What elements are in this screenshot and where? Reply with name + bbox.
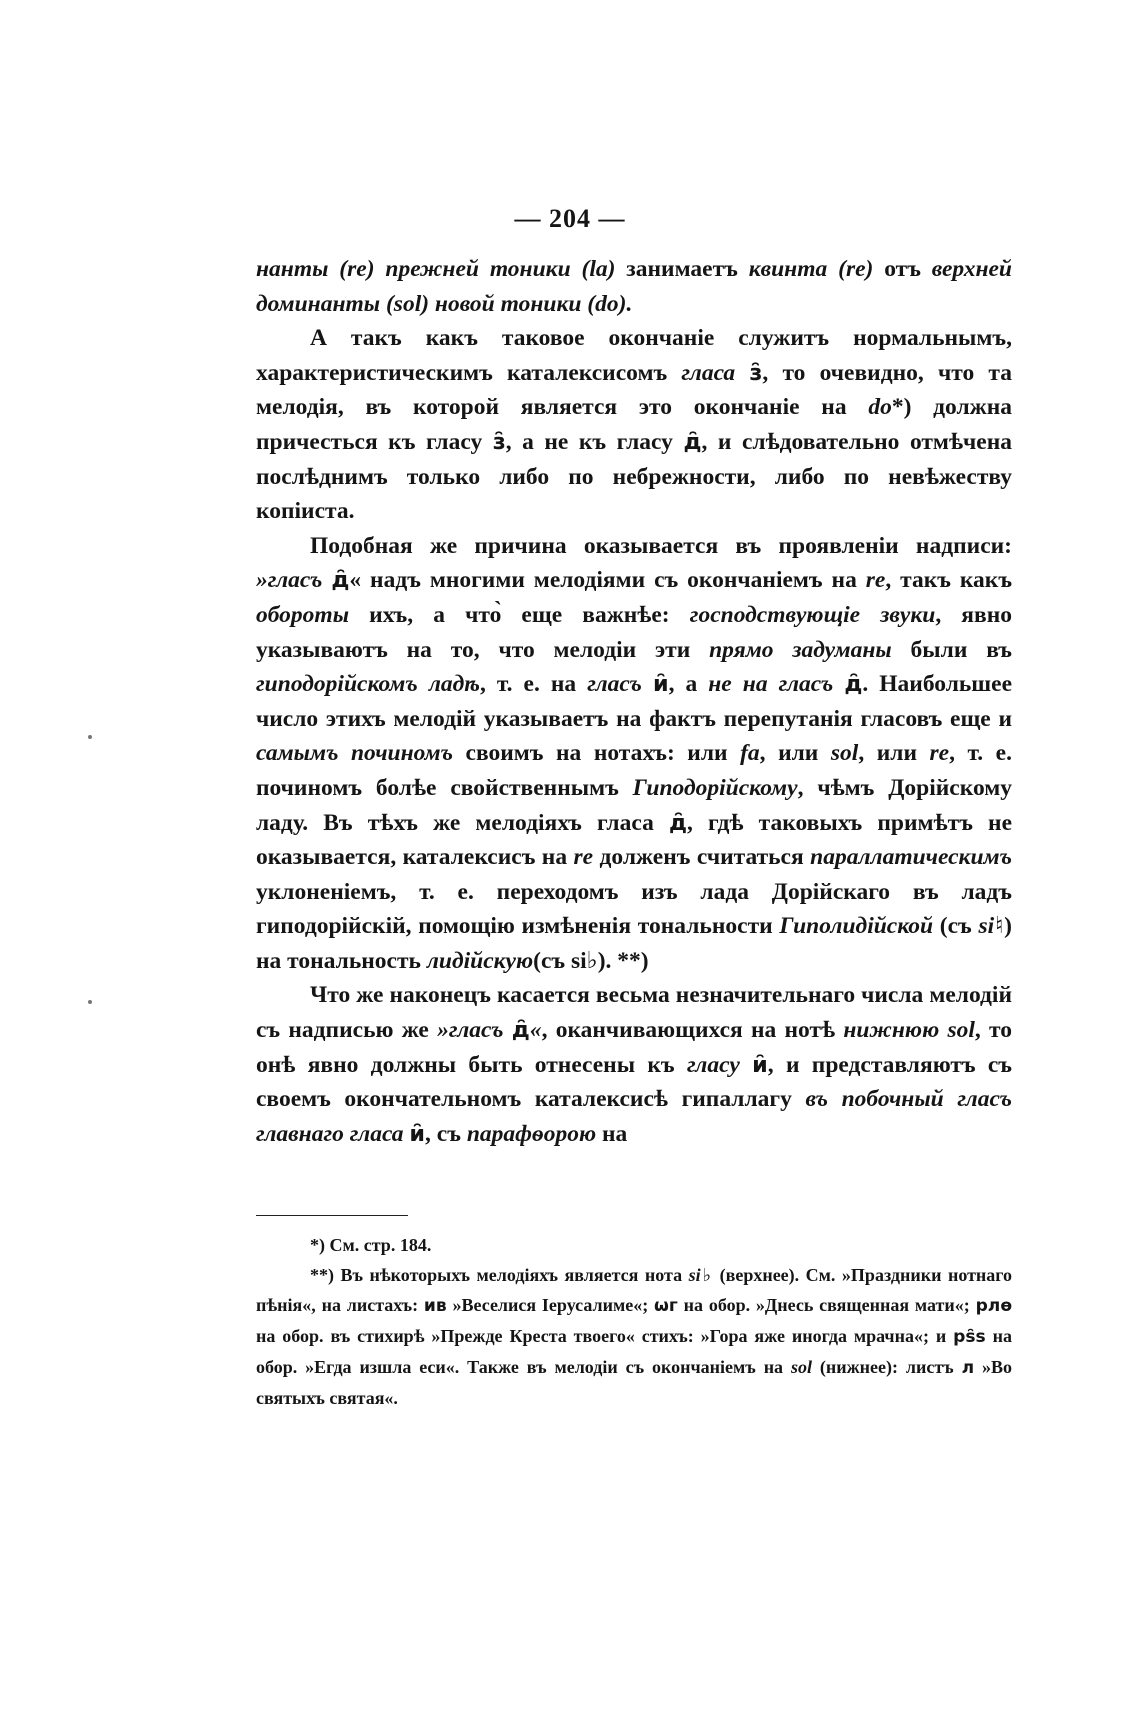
neume-glyph: д̑: [844, 671, 863, 698]
paragraph: Что же наконецъ касается весьма незначительнаго числа мелодій съ надписью же »гласъ д̑«, оканчивающихся на нотѣ нижнюю sol, то онѣ явно должны быть отнесены къ гласу и̑, и представляютъ съ своемъ окончательномъ каталексисѣ гипаллагу въ побочный гласъ главнаго гласа и̑, съ парафѳорою на: [256, 982, 1013, 1147]
neume-glyph: д̑: [331, 567, 350, 594]
paragraph: нанты (re) прежней тоники (la) занимаетъ квинта (re) отъ верхней доминанты (sol) новой тоники (do).: [256, 256, 1012, 317]
neume-glyph: и̑: [409, 1120, 426, 1147]
folio-number: ѡг: [654, 1296, 678, 1316]
neume-glyph: з̑: [492, 428, 506, 455]
folio-number: рлѳ: [975, 1296, 1013, 1316]
footnote: **) Въ нѣкоторыхъ мелодіяхъ является нота si♭ (верхнее). См. »Праздники нотнаго пѣнія«, на листахъ: ив »Веселися Іерусалиме«; ѡг на обор. »Днесь священная мати«; рлѳ на обор. въ стихирѣ »Прежде Креста твоего« стихъ: »Гора яже иногда мрачна«; и рѕ̑s на обор. »Егда изшла еси«. Также въ мелодіи съ окончаніемъ на sol (нижнее): листъ л »Во святыхъ святая«.: [256, 1265, 1013, 1408]
folio-number: ив: [423, 1296, 447, 1316]
page-number: — 204 —: [514, 204, 626, 233]
neume-glyph: д̑: [511, 1017, 530, 1044]
neume-glyph: з̑: [749, 359, 763, 386]
margin-mark: [88, 1000, 92, 1004]
margin-mark: [88, 735, 92, 739]
body-text: [256, 252, 1012, 1151]
neume-glyph: д̑: [683, 428, 702, 455]
footnote-rule: [256, 1215, 408, 1216]
neume-glyph: и̑: [752, 1051, 768, 1078]
footnote: *) См. стр. 184.: [310, 1235, 432, 1255]
neume-glyph: д̑: [668, 809, 688, 836]
folio-number: л: [961, 1358, 975, 1378]
paragraph: Подобная же причина оказывается въ проявленіи надписи: »гласъ д̑« надъ многими мелодіями съ окончаніемъ на re, такъ какъ обороты ихъ, а что̀ еще важнѣе: господствующіе звуки, явно указываютъ на то, что мелодіи эти прямо задуманы были въ гиподорійскомъ ладѣ, т. е. на гласъ и̑, а не на гласъ д̑. Наибольшее число этихъ мелодій указываетъ на фактъ перепутанія гласовъ еще и самымъ починомъ своимъ на нотахъ: или fa, или sol, или re, т. е. починомъ болѣе свойственнымъ Гиподорійскому, чѣмъ Дорійскому ладу. Въ тѣхъ же мелодіяхъ гласа д̑, гдѣ таковыхъ примѣтъ не оказывается, каталексисъ на re долженъ считаться параллатическимъ уклоненіемъ, т. е. переходомъ изъ лада Дорійскаго въ ладъ гиподорійскій, помощію измѣненія тональности Гиполидійской (съ si♮) на тональность лидійскую(съ si♭). **): [256, 532, 1013, 974]
paragraph: А такъ какъ таковое окончаніе служитъ нормальнымъ, характеристическимъ каталексисомъ гласа з̑, то очевидно, что та мелодія, въ которой является это окончаніе на do*) должна причесться къ гласу з̑, а не къ гласу д̑, и слѣдовательно отмѣчена послѣднимъ только либо по небрежности, либо по невѣжеству копіиста.: [256, 325, 1013, 525]
neume-glyph: и̑: [652, 671, 669, 698]
folio-number: рѕ̑s: [953, 1327, 986, 1347]
footnotes: [256, 1230, 1012, 1413]
